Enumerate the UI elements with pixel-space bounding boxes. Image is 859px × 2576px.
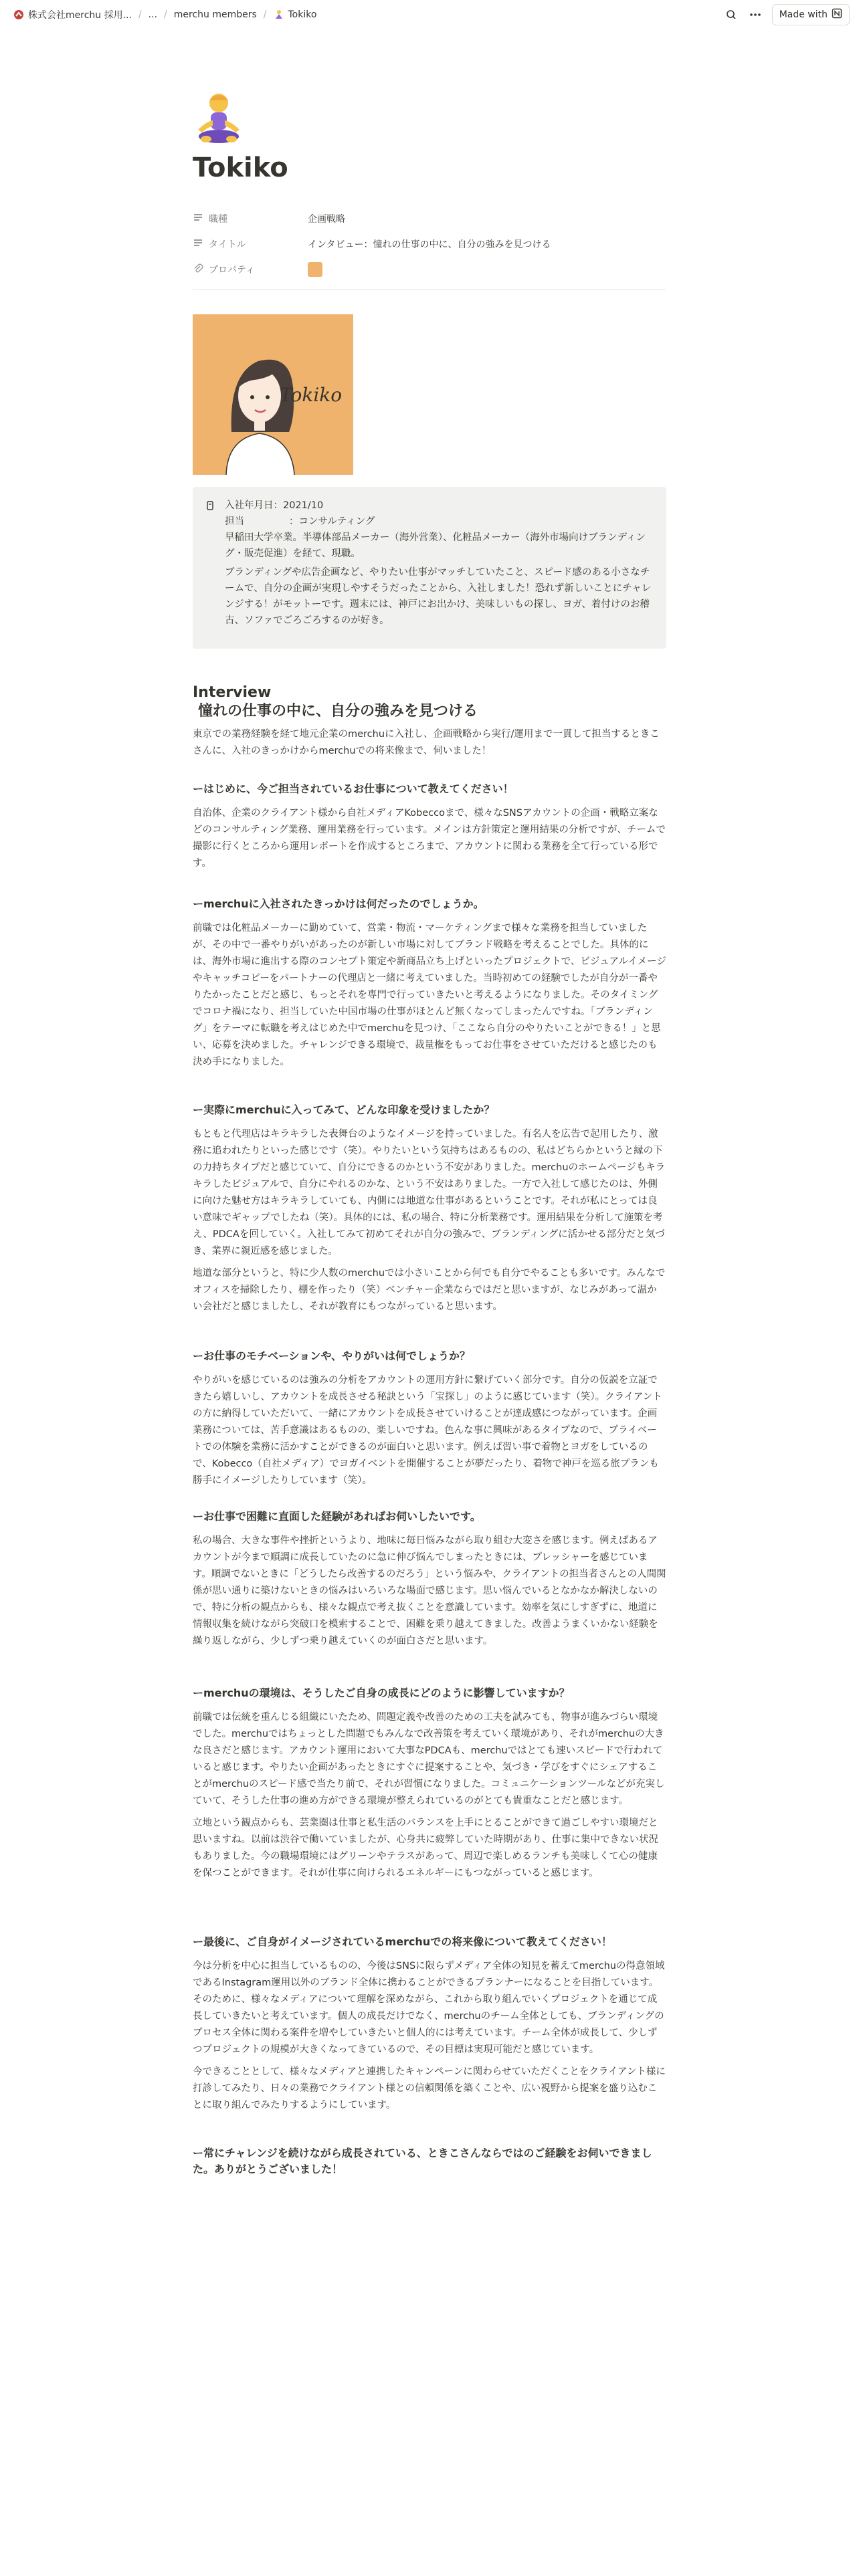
meditating-person-icon: [274, 9, 284, 20]
callout-role-row: [225, 514, 653, 530]
closing-heading: ー常にチャレンジを続けながら成長されている、ときこさんならではのご経験をお伺いできました。ありがとうございました！: [193, 2147, 652, 2175]
workspace-logo-icon: [13, 9, 24, 20]
answer-paragraph: 今は分析を中心に担当しているものの、今後はSNSに限らずメディア全体の知見を蓄えてmerchuの得意領域であるInstagram運用以外のブランド全体に携わることができるプランナーになることを目指しています。そのために、様々なメディアについて理解を深めながら、これから取り組んでいくプロジェクトを通じて成長していきたいと考えています。個人の成長だけでなく、merchuのチーム全体としても、ブランディングのプロセス全体に関わる案件を増やしていきたいと個人的には考えています。チーム全体が成長して、少しずつプロジェクトの規模が大きくなってきているので、その目標は実現可能だと感じています。: [193, 1961, 665, 2055]
question-heading: ー最後に、ご自身がイメージされているmerchuでの将来像について教えてください！: [193, 1935, 612, 1948]
page-title: Tokiko: [193, 152, 288, 183]
breadcrumb-separator: /: [138, 9, 142, 20]
profile-callout: [193, 487, 666, 649]
answer-paragraph: 自治体、企業のクライアント様から自社メディアKobeccoまで、様々なSNSアカウントの企画・戦略立案などのコンサルティング業務、運用業務を行っています。メインは方針策定と運用結果の分析ですが、チームで撮影に行くところから運用レポートを作成するところまで、アカウントに関わる業務を全て行っている形です。: [193, 808, 666, 869]
qa-section: [193, 1102, 666, 1315]
breadcrumb: [9, 6, 320, 23]
breadcrumb-label: Tokiko: [288, 9, 317, 20]
property-value: 企画戦略: [308, 214, 345, 225]
breadcrumb-ellipsis[interactable]: [145, 7, 161, 22]
made-with-notion-button[interactable]: [772, 4, 850, 25]
question-heading: ー実際にmerchuに入ってみて、どんな印象を受けましたか？: [193, 1103, 495, 1116]
breadcrumb-label: merchu members: [173, 9, 257, 20]
callout-bio: ブランディングや広告企画など、やりたい仕事がマッチしていたこと、スピード感のある小さなチームで、自分の企画が実現しやすそうだったことから、入社しました！恐れず新しいことにチャレンジする！がモットーです。週末には、神戸にお出かけ、美味しいもの探し、ヨガ、着付けのお稽古、ソファでごろごろするのが好き。: [225, 567, 652, 626]
answer-paragraph: やりがいを感じているのは強みの分析をアカウントの運用方針に繋げていく部分です。自分の仮説を立証できたら嬉しいし、アカウントを成長させる秘訣という「宝探し」のように感じています（笑）。クライアントの方に納得していただいて、一緒にアカウントを成長させていけることが達成感につながっています。企画業務については、苦手意識はあるものの、楽しいですね。色んな事に興味があるタイプなので、プライベートでの体験を業務に活かすことができるのが面白いと思います。例えば習い事で着物とヨガをしているので、Kobecco（自社メディア）でヨガイベントを開催することが夢だったり、着物で神戸を巡る旅プランも勝手にイメージしたりしています（笑）。: [193, 1375, 662, 1486]
qa-section: [193, 1509, 666, 1650]
paperclip-icon: [193, 263, 209, 276]
answer-paragraph: 地道な部分というと、特に少人数のmerchuでは小さいことから何でも自分でやることも多いです。みんなでオフィスを掃除したり、棚を作ったり（笑）ベンチャー企業ならではだと思いますが、なじみがあって温かい会社だと感じましたし、それが教育にもつながっていると思います。: [193, 1268, 666, 1312]
portrait-signature: Tokiko: [280, 384, 343, 406]
answer-paragraph: 私の場合、大きな事件や挫折というより、地味に毎日悩みながら取り組む大変さを感じます。例えばあるアカウントが今まで順調に成長していたのに急に伸び悩んでしまったときには、プレッシャーを感じています。順調でないときに「どうしたら改善するのだろう」という悩みや、クライアントの担当者さんとの人間関係が思い通りに築けないときの悩みはいろいろな場面で感じます。思い悩んでいるとなかなか解決しないので、特に分析の観点からも、様々な観点で考え抜くことを意識しています。効率を気にしすぎずに、地道に情報収集を続けながら突破口を模索することで、困難を乗り越えてきました。改善ようまくいかない経験を繰り返しながら、少しずつ乗り越えていくのが面白さだと思います。: [193, 1535, 666, 1646]
heading-interview-title: 憧れの仕事の中に、自分の強みを見つける: [198, 703, 478, 720]
breadcrumb-members[interactable]: [170, 7, 261, 22]
property-value: インタビュー：憧れの仕事の中に、自分の強みを見つける: [308, 239, 551, 250]
breadcrumb-separator: /: [263, 9, 267, 20]
qa-section: [193, 1348, 666, 1489]
top-bar: [0, 0, 859, 29]
list-icon: [193, 212, 209, 225]
property-row-job[interactable]: [193, 206, 666, 231]
callout-joined: 入社年月日：2021/10: [225, 500, 324, 511]
question-heading: ーはじめに、今ご担当されているお仕事について教えてください！: [193, 782, 514, 795]
property-key: 職種: [209, 214, 227, 225]
question-heading: ーmerchuに入社されたきっかけは何だったのでしょうか。: [193, 897, 484, 910]
lightbulb-icon: [205, 500, 215, 516]
callout-role-key: 担当: [225, 516, 244, 527]
breadcrumb-current-page[interactable]: [270, 7, 321, 22]
breadcrumb-workspace[interactable]: [9, 6, 136, 23]
notion-logo-icon: [832, 8, 842, 21]
qa-section: [193, 781, 666, 872]
meditating-person-icon[interactable]: [193, 88, 245, 148]
qa-section: [193, 2145, 666, 2177]
answer-paragraph: 今できることとして、様々なメディアと連携したキャンペーンに関わらせていただくことをクライアント様に打診してみたり、日々の業務でクライアント様との信頼関係を築くことや、広い視野から提案を盛り込むことに取り組んでみたりするようにしています。: [193, 2066, 666, 2111]
search-icon[interactable]: [724, 7, 739, 22]
qa-section: [193, 1934, 666, 2114]
heading-interview: Interview: [193, 684, 272, 701]
callout-role-value: ：コンサルティング: [289, 516, 375, 527]
property-row-files[interactable]: [193, 257, 666, 282]
properties: [193, 206, 666, 282]
property-row-title[interactable]: [193, 231, 666, 257]
interview-lead: 東京での業務経験を経て地元企業のmerchuに入社し、企画戦略から実行/運用まで一貫して担当するときこさんに、入社のきっかけからmerchuでの将来像まで、伺いました！: [193, 729, 660, 756]
answer-paragraph: 立地という観点からも、芸業圏は仕事と私生活のバランスを上手にとることができて過ごしやすい環境だと思いますね。以前は渋谷で働いていましたが、心身共に疲弊していた時期があり、仕事に集中できない状況もありました。今の職場環境にはグリーンやテラスがあって、周辺で楽しめるランチも美味しくて心の健康を保つことができます。それが仕事に向けられるエネルギーにもつながっていると感じます。: [193, 1818, 658, 1879]
question-heading: ーmerchuの環境は、そうしたご自身の成長にどのように影響していますか？: [193, 1687, 570, 1699]
made-with-label: Made with: [779, 9, 828, 20]
question-heading: ーお仕事で困難に直面した経験があればお伺いしたいです。: [193, 1510, 481, 1523]
callout-bio: 早稲田大学卒業。半導体部品メーカー（海外営業）、化粧品メーカー（海外市場向けブランディング・販売促進）を経て、現職。: [225, 532, 646, 559]
property-value: [308, 262, 322, 277]
question-heading: ーお仕事のモチベーションや、やりがいは何でしょうか？: [193, 1350, 471, 1362]
breadcrumb-separator: /: [164, 9, 167, 20]
property-key: プロパティ: [209, 265, 255, 276]
list-icon: [193, 237, 209, 251]
answer-paragraph: 前職では化粧品メーカーに勤めていて、営業・物流・マーケティングまで様々な業務を担当していましたが、その中で一番やりがいがあったのが新しい市場に対してブランド戦略を考えることでした。具体的には、海外市場に進出する際のコンセプト策定や新商品立ち上げといったプロジェクトで、ビジュアルイメージやキャッチコピーをパートナーの代理店と一緒に考えていました。当時初めての経験でしたが自分が一番やりたかったことだと感じ、もっとそれを専門で行っていきたいと考えるようになりました。そのタイミングでコロナ禍になり、担当していた中国市場の仕事がほとんど無くなってしまったんですね。「ブランディング」をテーマに転職を考えはじめた中でmerchuを見つけ、「ここなら自分のやりたいことができる！」と思い、応募を決めました。チャレンジできる環境で、裁量権をもってお仕事をさせていただけると感じたのも決め手になりました。: [193, 923, 666, 1067]
interview-heading: [193, 683, 666, 721]
file-thumbnail[interactable]: [308, 262, 322, 277]
breadcrumb-label: ...: [148, 9, 158, 20]
answer-paragraph: 前職では伝統を重んじる組織にいたため、問題定義や改善のための工夫を試みても、物事が進みづらい環境でした。merchuではちょっとした問題でもみんなで改善策を考えていく環境があり、それがmerchuの大きな良さだと感じます。アカウント運用において大事なPDCAも、merchuではとても速いスピードで行われていると感じます。やりたい企画があったときにすぐに提案することや、気づき・学びをすぐにシェアすることがmerchuのスピード感で当たり前で、それが習慣になりました。コミュニケーションツールなどが充実していて、そうした仕事の進め方ができる環境が整えられているのがとても貴重なことだと感じます。: [193, 1712, 665, 1806]
breadcrumb-label: 株式会社merchu 採用...: [28, 10, 132, 21]
qa-section: [193, 896, 666, 1071]
qa-section: [193, 1685, 666, 1882]
portrait-image[interactable]: [193, 314, 353, 475]
answer-paragraph: もともと代理店はキラキラした表舞台のようなイメージを持っていました。有名人を広告で起用したり、激務に追われたりといった感じです（笑）。やりたいという気持ちはあるものの、私はどちらかというと縁の下の力持ちタイプだと感じていて、自分にできるのかという不安がありました。merchuのホームページもキラキラしたビジュアルで、自分にやれるのかな、という不安はありました。一方で入社して感じたのは、外側に向けた魅せ方はキラキラしていても、内側には地道な仕事があるということです。それが私にとっては良い意味でギャップでしたね（笑）。具体的には、私の場合、特に分析業務です。運用結果を分析して施策を考え、PDCAを回していく。入社してみて初めてそれが自分の強みで、ブランディングに活かせる部分だと気づき、業界に親近感を感じました。: [193, 1129, 666, 1257]
more-icon[interactable]: [748, 7, 763, 22]
divider: [193, 289, 666, 290]
property-key: タイトル: [209, 239, 246, 250]
